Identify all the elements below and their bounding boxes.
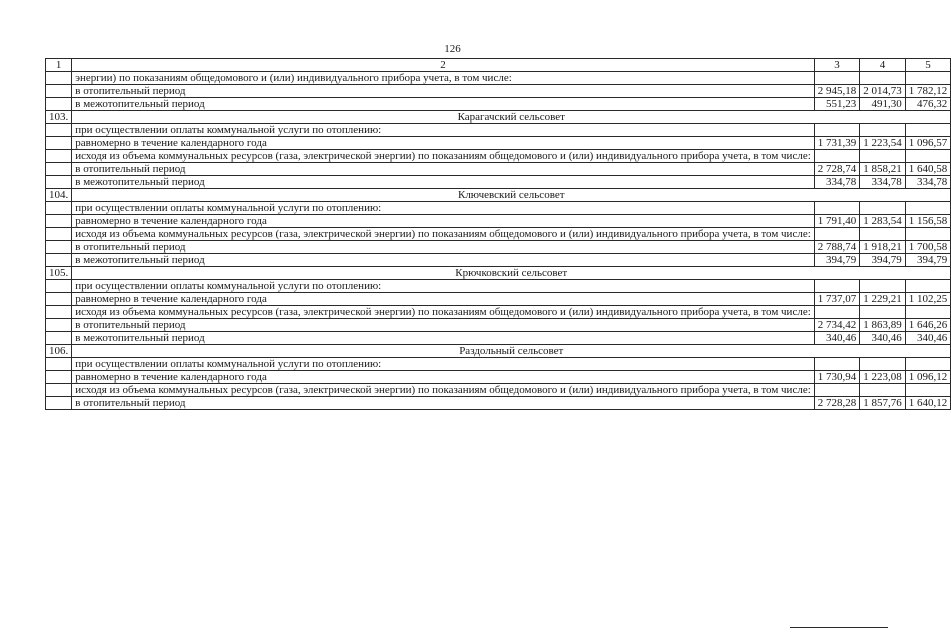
- value-cell: [905, 124, 951, 137]
- value-cell: [860, 124, 906, 137]
- section-title: Карагачский сельсовет: [72, 111, 951, 124]
- table-row: [46, 98, 951, 111]
- value-cell: 1 223,54: [860, 137, 906, 150]
- row-label: в межотопительный период: [72, 98, 815, 111]
- value-cell: [860, 228, 906, 241]
- value-cell: [905, 384, 951, 397]
- value-cell: 2 728,74: [814, 163, 860, 176]
- row-number-cell: [46, 72, 72, 85]
- value-cell: 1 737,07: [814, 293, 860, 306]
- row-label: в отопительный период: [72, 319, 815, 332]
- value-cell: 2 788,74: [814, 241, 860, 254]
- table-row: [46, 397, 951, 410]
- value-cell: 1 863,89: [860, 319, 906, 332]
- table-row: [46, 384, 951, 397]
- table-row: [46, 332, 951, 345]
- value-cell: 394,79: [860, 254, 906, 267]
- row-label: в межотопительный период: [72, 254, 815, 267]
- value-cell: [814, 72, 860, 85]
- value-cell: 2 014,73: [860, 85, 906, 98]
- value-cell: [814, 306, 860, 319]
- table-row: [46, 163, 951, 176]
- row-label: при осуществлении оплаты коммунальной услуги по отоплению:: [72, 280, 815, 293]
- table-row: [46, 293, 951, 306]
- value-cell: 1 640,58: [905, 163, 951, 176]
- row-number-cell: [46, 98, 72, 111]
- value-cell: [860, 72, 906, 85]
- header-cell: 3: [814, 59, 860, 72]
- row-number-cell: [46, 397, 72, 410]
- value-cell: 1 782,12: [905, 85, 951, 98]
- table-row: [46, 358, 951, 371]
- value-cell: 1 731,39: [814, 137, 860, 150]
- row-number-cell: 104.: [46, 189, 72, 202]
- tariff-table: [45, 58, 951, 410]
- row-label: исходя из объема коммунальных ресурсов (газа, электрической энергии) по показаниям общедомового и (или) индивидуального прибора учета, в том числе:: [72, 228, 815, 241]
- value-cell: 1 791,40: [814, 215, 860, 228]
- row-label: исходя из объема коммунальных ресурсов (газа, электрической энергии) по показаниям общедомового и (или) индивидуального прибора учета, в том числе:: [72, 384, 815, 397]
- table-row: [46, 254, 951, 267]
- row-number-cell: 103.: [46, 111, 72, 124]
- row-number-cell: [46, 228, 72, 241]
- value-cell: 340,46: [860, 332, 906, 345]
- value-cell: [860, 306, 906, 319]
- table-row: [46, 319, 951, 332]
- footer-divider: [790, 627, 888, 628]
- value-cell: 394,79: [905, 254, 951, 267]
- value-cell: 1 730,94: [814, 371, 860, 384]
- row-label: исходя из объема коммунальных ресурсов (газа, электрической энергии) по показаниям общедомового и (или) индивидуального прибора учета, в том числе:: [72, 306, 815, 319]
- value-cell: [905, 280, 951, 293]
- value-cell: [814, 358, 860, 371]
- value-cell: [905, 228, 951, 241]
- value-cell: 340,46: [814, 332, 860, 345]
- table-row: [46, 202, 951, 215]
- row-label: равномерно в течение календарного года: [72, 137, 815, 150]
- row-number-cell: [46, 371, 72, 384]
- table-row: [46, 371, 951, 384]
- value-cell: [905, 150, 951, 163]
- row-number-cell: [46, 85, 72, 98]
- row-number-cell: [46, 176, 72, 189]
- value-cell: 334,78: [860, 176, 906, 189]
- row-label: в межотопительный период: [72, 332, 815, 345]
- value-cell: [860, 358, 906, 371]
- value-cell: [814, 280, 860, 293]
- row-label: в отопительный период: [72, 85, 815, 98]
- table-row: [46, 176, 951, 189]
- table-row: [46, 228, 951, 241]
- value-cell: [814, 228, 860, 241]
- row-number-cell: [46, 124, 72, 137]
- table-row: [46, 72, 951, 85]
- row-label: равномерно в течение календарного года: [72, 371, 815, 384]
- value-cell: 551,23: [814, 98, 860, 111]
- table-row: [46, 111, 951, 124]
- value-cell: 394,79: [814, 254, 860, 267]
- page-number: 126: [444, 43, 461, 55]
- table-row: [46, 124, 951, 137]
- value-cell: [905, 358, 951, 371]
- header-cell: 4: [860, 59, 906, 72]
- value-cell: 1 096,12: [905, 371, 951, 384]
- header-cell: 5: [905, 59, 951, 72]
- row-label: при осуществлении оплаты коммунальной услуги по отоплению:: [72, 358, 815, 371]
- row-number-cell: 105.: [46, 267, 72, 280]
- table-row: [46, 137, 951, 150]
- value-cell: [860, 384, 906, 397]
- value-cell: 340,46: [905, 332, 951, 345]
- row-label: при осуществлении оплаты коммунальной услуги по отоплению:: [72, 124, 815, 137]
- value-cell: 1 096,57: [905, 137, 951, 150]
- section-title: Раздольный сельсовет: [72, 345, 951, 358]
- value-cell: 1 646,26: [905, 319, 951, 332]
- value-cell: 491,30: [860, 98, 906, 111]
- row-number-cell: 106.: [46, 345, 72, 358]
- value-cell: 2 728,28: [814, 397, 860, 410]
- table-row: [46, 280, 951, 293]
- table-header-row: [46, 59, 951, 72]
- row-number-cell: [46, 163, 72, 176]
- row-number-cell: [46, 254, 72, 267]
- value-cell: [860, 150, 906, 163]
- table-row: [46, 306, 951, 319]
- value-cell: 334,78: [814, 176, 860, 189]
- row-label: энергии) по показаниям общедомового и (или) индивидуального прибора учета, в том числе:: [72, 72, 815, 85]
- row-label: в отопительный период: [72, 397, 815, 410]
- value-cell: 2 945,18: [814, 85, 860, 98]
- row-label: в отопительный период: [72, 241, 815, 254]
- value-cell: 1 700,58: [905, 241, 951, 254]
- row-label: равномерно в течение календарного года: [72, 215, 815, 228]
- table-row: [46, 85, 951, 98]
- row-number-cell: [46, 215, 72, 228]
- section-title: Крючковский сельсовет: [72, 267, 951, 280]
- value-cell: [905, 72, 951, 85]
- table-row: [46, 215, 951, 228]
- value-cell: [905, 306, 951, 319]
- table-row: [46, 189, 951, 202]
- value-cell: [860, 280, 906, 293]
- value-cell: 1 918,21: [860, 241, 906, 254]
- value-cell: [814, 150, 860, 163]
- table-row: [46, 345, 951, 358]
- row-number-cell: [46, 293, 72, 306]
- row-number-cell: [46, 319, 72, 332]
- row-number-cell: [46, 137, 72, 150]
- section-title: Ключевский сельсовет: [72, 189, 951, 202]
- row-label: в межотопительный период: [72, 176, 815, 189]
- value-cell: [814, 124, 860, 137]
- row-number-cell: [46, 202, 72, 215]
- row-number-cell: [46, 384, 72, 397]
- row-number-cell: [46, 241, 72, 254]
- table-row: [46, 150, 951, 163]
- row-number-cell: [46, 332, 72, 345]
- table-row: [46, 241, 951, 254]
- value-cell: 2 734,42: [814, 319, 860, 332]
- value-cell: 1 283,54: [860, 215, 906, 228]
- value-cell: 476,32: [905, 98, 951, 111]
- value-cell: [814, 384, 860, 397]
- row-label: при осуществлении оплаты коммунальной услуги по отоплению:: [72, 202, 815, 215]
- value-cell: 1 858,21: [860, 163, 906, 176]
- header-cell: 2: [72, 59, 815, 72]
- value-cell: 1 102,25: [905, 293, 951, 306]
- value-cell: 1 640,12: [905, 397, 951, 410]
- header-cell: 1: [46, 59, 72, 72]
- value-cell: 1 229,21: [860, 293, 906, 306]
- row-number-cell: [46, 150, 72, 163]
- row-label: в отопительный период: [72, 163, 815, 176]
- value-cell: 1 223,08: [860, 371, 906, 384]
- value-cell: [814, 202, 860, 215]
- row-number-cell: [46, 306, 72, 319]
- value-cell: [905, 202, 951, 215]
- row-number-cell: [46, 358, 72, 371]
- value-cell: [860, 202, 906, 215]
- row-label: равномерно в течение календарного года: [72, 293, 815, 306]
- row-number-cell: [46, 280, 72, 293]
- value-cell: 1 857,76: [860, 397, 906, 410]
- row-label: исходя из объема коммунальных ресурсов (газа, электрической энергии) по показаниям общедомового и (или) индивидуального прибора учета, в том числе:: [72, 150, 815, 163]
- value-cell: 334,78: [905, 176, 951, 189]
- table-row: [46, 267, 951, 280]
- value-cell: 1 156,58: [905, 215, 951, 228]
